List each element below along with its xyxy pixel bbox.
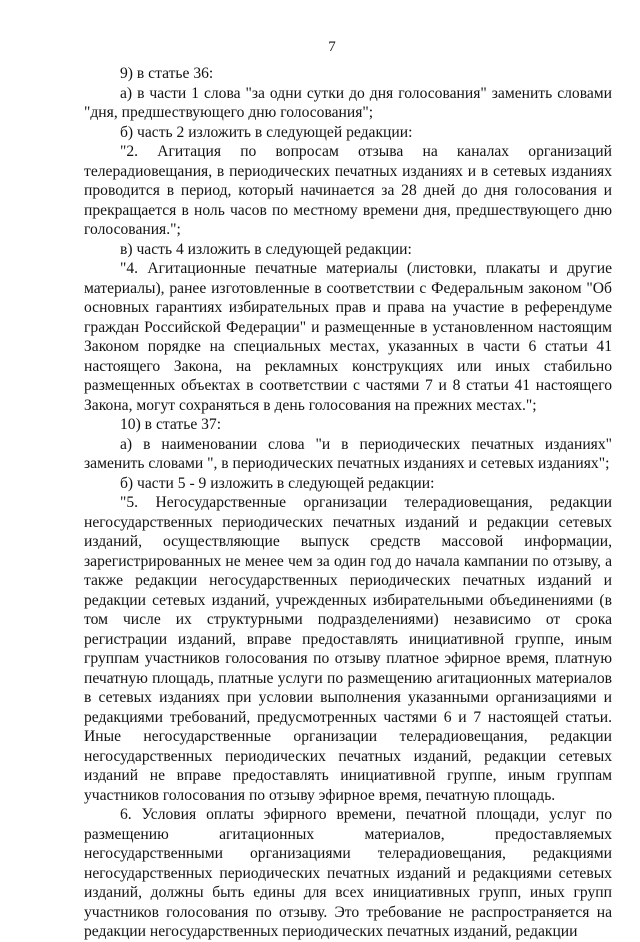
paragraph-new-part-2: "2. Агитация по вопросам отзыва на каналах организаций телерадиовещания, в периодических печатных изданиях и в сетевых изданиях проводится в период, который начинается за 28 дней до дня голосования и прекращается в ноль часов по местному времени дня, предшествующего дню голосования."; <box>84 143 612 238</box>
paragraph-item-9-heading: 9) в статье 36: <box>120 65 214 82</box>
document-body <box>84 64 612 942</box>
paragraph-new-part-5: "5. Негосударственные организации телерадиовещания, редакции негосударственных периодических печатных изданий и редакции сетевых изданий, осуществляющие выпуск средств массовой информации, зарегистрированных не менее чем за один год до начала кампании по отзыву, а также редакции негосударственных периодических печатных изданий и редакции сетевых изданий, учрежденных избирательными объединениями (в том числе их структурными подразделениями) независимо от срока регистрации изданий, вправе предоставлять инициативной группе, иным группам участников голосования по отзыву платное эфирное время, платную печатную площадь, платные услуги по размещению агитационных материалов в сетевых изданиях при условии выполнения указанными организациями и редакциями требований, предусмотренных частями 6 и 7 настоящей статьи. Иные негосударственные организации телерадиовещания, редакции негосударственных периодических печатных изданий, редакции сетевых изданий не вправе предоставлять инициативной группе, иным группам участников голосования по отзыву эфирное время, печатную площадь. <box>84 494 612 804</box>
paragraph-subitem-9a: а) в части 1 слова "за одни сутки до дня голосования" заменить словами "дня, предшествующего дню голосования"; <box>84 84 612 121</box>
paragraph-new-part-4: "4. Агитационные печатные материалы (листовки, плакаты и другие материалы), ранее изготовленные в соответствии с Федеральным законом "Об основных гарантиях избирательных прав и права на участие в референдуме граждан Российской Федерации" и размещенные в установленном настоящим Законом порядке на специальных местах, указанных в части 6 статьи 41 настоящего Закона, на рекламных конструкциях или иных стабильно размещенных объектах в соответствии с частями 7 и 8 статьи 41 настоящего Закона, могут сохраняться в день голосования на прежних местах."; <box>84 260 612 414</box>
paragraph-new-part-6: 6. Условия оплаты эфирного времени, печатной площади, услуг по размещению агитационных материалов, предоставляемых негосударственными организациями телерадиовещания, редакциями негосударственных периодических печатных изданий и редакциями сетевых изданий, должны быть едины для всех инициативных групп, иных групп участников голосования по отзыву. Это требование не распространяется на редакции негосударственных периодических печатных изданий, редакции <box>84 806 612 940</box>
paragraph-subitem-9b: б) часть 2 изложить в следующей редакции: <box>120 123 413 141</box>
paragraph-subitem-10b: б) части 5 - 9 изложить в следующей редакции: <box>120 474 435 492</box>
page-number: 7 <box>328 39 336 55</box>
paragraph-item-10-heading: 10) в статье 37: <box>120 416 222 433</box>
paragraph-subitem-9c: в) часть 4 изложить в следующей редакции: <box>120 240 412 258</box>
paragraph-subitem-10a: а) в наименовании слова "и в периодических печатных изданиях" заменить словами ", в периодических печатных изданиях и сетевых изданиях"; <box>84 435 612 472</box>
